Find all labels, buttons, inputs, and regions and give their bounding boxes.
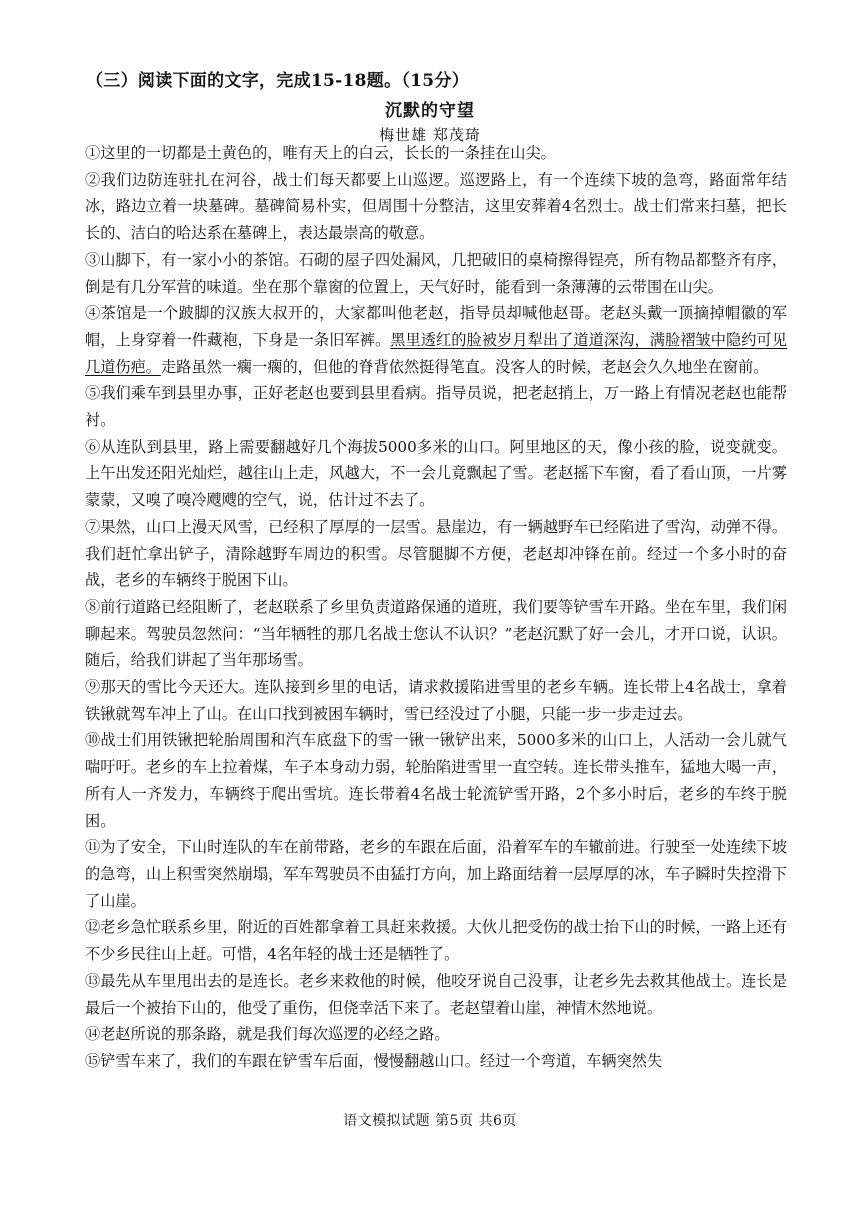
paragraph-11: ⑪为了安全，下山时连队的车在前带路，老乡的车跟在后面，沿着军车的车辙前进。行驶至一处连续下坡的急弯，山上积雪突然崩塌，军车驾驶员不由猛打方向，加上路面结着一层厚厚的冰，车子瞬时失控滑下了山崖。 (85, 838, 787, 910)
paragraph-14: ⑭老赵所说的那条路，就是我们每次巡逻的必经之路。 (85, 1025, 450, 1044)
paragraph-1: ①这里的一切都是土黄色的，唯有天上的白云，长长的一条挂在山尖。 (85, 144, 556, 162)
paragraph-6: ⑥从连队到县里，路上需要翻越好几个海拔5000多米的山口。阿里地区的天，像小孩的脸，说变就变。上午出发还阳光灿烂，越往山上走，风越大，不一会儿竟飘起了雪。老赵摇下车窗，看了看山顶，一片雾蒙蒙，又嗅了嗅冷飕飕的空气，说，估计过不去了。 (85, 437, 787, 510)
article-authors: 梅世雄 郑茂琦 (379, 126, 481, 144)
underlined-sentence: 黑里透红的脸被岁月犁出了道道深沟，满脸褶皱中隐约可见几道伤疤。 (85, 330, 788, 376)
paragraph-10: ⑩战士们用铁锹把轮胎周围和汽车底盘下的雪一锹一锹铲出来，5000多米的山口上，人活动一会儿就气喘吁吁。老乡的车上拉着煤，车子本身动力弱，轮胎陷进雪里一直空转。连长带头推车，猛地大喝一声，所有人一齐发力，车辆终于爬出雪坑。连长带着4名战士轮流铲雪开路，2个多小时后，老乡的车终于脱困。 (85, 731, 787, 830)
paragraph-8: ⑧前行道路已经阻断了，老赵联系了乡里负责道路保通的道班，我们要等铲雪车开路。坐在车里，我们闲聊起来。驾驶员忽然问：“当年牺牲的那几名战士您认不认识？”老赵沉默了好一会儿，才开口说，认识。随后，给我们讲起了当年那场雪。 (85, 597, 787, 670)
paragraph-9: ⑨那天的雪比今天还大。连队接到乡里的电话，请求救援陷进雪里的老乡车辆。连长带上4名战士，拿着铁锹就驾车冲上了山。在山口找到被困车辆时，雪已经没过了小腿，只能一步一步走过去。 (85, 678, 787, 723)
paragraph-3: ③山脚下，有一家小小的茶馆。石砌的屋子四处漏风，几把破旧的桌椅擦得锃亮，所有物品都整齐有序，倒是有几分军营的味道。坐在那个靠窗的位置上，天气好时，能看到一条薄薄的云带围在山尖。 (85, 250, 787, 296)
paragraph-15: ⑮铲雪车来了，我们的车跟在铲雪车后面，慢慢翻越山口。经过一个弯道，车辆突然失 (85, 1051, 663, 1070)
paragraph-13: ⑬最先从车里甩出去的是连长。老乡来救他的时候，他咬牙说自己没事，让老乡先去救其他战士。连长是最后一个被抬下山的，他受了重伤，但侥幸活下来了。老赵望着山崖，神情木然地说。 (85, 971, 787, 1017)
paragraph-2: ②我们边防连驻扎在河谷，战士们每天都要上山巡逻。巡逻路上，有一个连续下坡的急弯，路面常年结冰，路边立着一块墓碑。墓碑简易朴实，但周围十分整洁，这里安葬着4名烈士。战士们常来扫墓，把长长的、洁白的哈达系在墓碑上，表达最崇高的敬意。 (85, 170, 787, 243)
page-footer: 语文模拟试题 第5页 共6页 (343, 1113, 517, 1129)
paragraph-4-end: 走路虽然一瘸一瘸的，但他的脊背依然挺得笔直。没客人的时候，老赵会久久地坐在窗前。 (160, 357, 769, 376)
paragraph-4-start: ④茶馆是一个跛脚的汉族大叔开的，大家都叫他老赵，指导员却喊他赵哥。老赵头戴一顶摘掉帽徽的军帽，上身穿着一件藏袍，下身是一条旧军裤。 (85, 304, 787, 349)
article-body (75, 140, 787, 1075)
article-title: 沉默的守望 (385, 101, 475, 121)
section-heading: （三）阅读下面的文字，完成15-18题。（15分） (86, 71, 470, 91)
paragraph-7: ⑦果然，山口上漫天风雪，已经积了厚厚的一层雪。悬崖边，有一辆越野车已经陷进了雪沟，动弹不得。我们赶忙拿出铲子，清除越野车周边的积雪。尽管腿脚不方便，老赵却冲锋在前。经过一个多小时的奋战，老乡的车辆终于脱困下山。 (85, 517, 787, 590)
paragraph-5: ⑤我们乘车到县里办事，正好老赵也要到县里看病。指导员说，把老赵捎上，万一路上有情况老赵也能帮衬。 (85, 384, 787, 430)
paragraph-4 (75, 300, 787, 380)
paragraph-12: ⑫老乡急忙联系乡里，附近的百姓都拿着工具赶来救援。大伙儿把受伤的战士抬下山的时候，一路上还有不少乡民往山上赶。可惜，4名年轻的战士还是牺牲了。 (85, 918, 787, 964)
